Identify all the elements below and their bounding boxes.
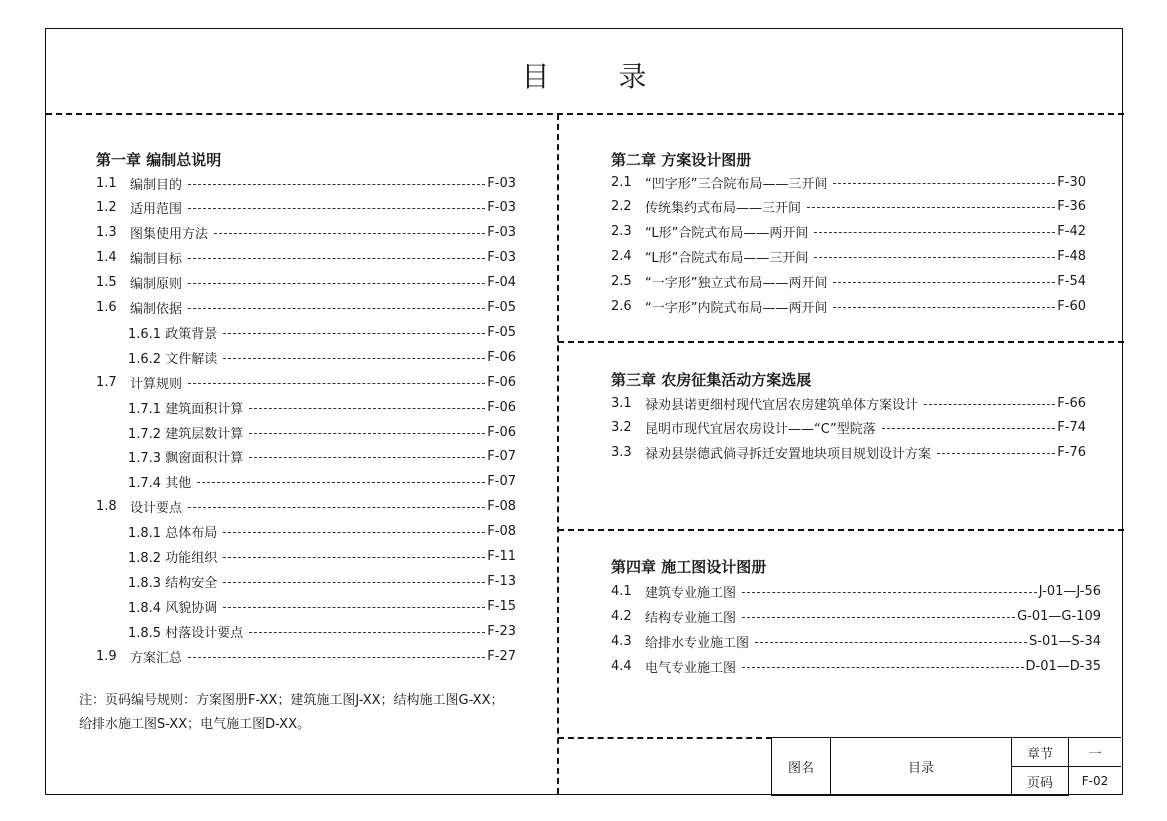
toc-entry-page: F-27: [487, 648, 516, 664]
toc-entry-page: F-06: [487, 399, 516, 415]
toc-entry-title: 1.7.2 建筑层数计算: [128, 426, 244, 442]
title-block-page-label: 页码: [1012, 767, 1069, 796]
toc-entry-number: 4.3: [611, 633, 632, 649]
leader-dashes: [833, 183, 1055, 184]
toc-entry-title: 1.8.1 总体布局: [128, 526, 218, 542]
toc-entry-page: S-01—S-34: [1029, 633, 1101, 649]
leader-dashes: [249, 632, 485, 633]
leader-dashes: [223, 557, 485, 558]
toc-entry-title: 1.8.4 风貌协调: [128, 600, 218, 616]
toc-entry-title: 设计要点: [130, 501, 183, 517]
page-title: 目 录: [521, 60, 677, 93]
note-line-1: 注：页码编号规则：方案图册F-XX；建筑施工图J-XX；结构施工图G-XX；: [79, 693, 504, 708]
toc-entry: [611, 656, 1101, 676]
toc-entry-title: 编制原则: [130, 277, 183, 293]
chapter-4-heading: 第四章 施工图设计图册: [611, 558, 767, 576]
toc-entry-number: 1.2: [96, 200, 117, 216]
toc-entry-number: 2.5: [611, 273, 632, 289]
toc-entry: [128, 397, 516, 417]
leader-dashes: [742, 667, 1023, 668]
toc-entry-number: 3.3: [611, 445, 632, 461]
toc-entry: [611, 271, 1086, 291]
toc-entry-title: 电气专业施工图: [645, 660, 737, 676]
toc-entry-title: 编制目的: [130, 177, 183, 193]
toc-entry-title: 给排水专业施工图: [645, 635, 750, 651]
leader-dashes: [924, 404, 1055, 405]
toc-entry-page: F-05: [487, 324, 516, 340]
leader-dashes: [223, 582, 485, 583]
title-block-chapter-label: 章节: [1012, 738, 1069, 767]
toc-entry-number: 1.6: [96, 300, 117, 315]
toc-entry: [611, 581, 1101, 601]
toc-entry-page: F-15: [487, 598, 516, 614]
title-block: [771, 737, 1121, 796]
toc-entry-title: 1.7.4 其他: [128, 476, 192, 492]
titleblock-divider: [558, 737, 772, 739]
leader-dashes: [882, 428, 1055, 429]
toc-entry: [611, 197, 1086, 217]
title-block-name-value: 目录: [831, 738, 1012, 796]
toc-entry-title: 建筑专业施工图: [645, 585, 737, 601]
toc-entry-number: 4.4: [611, 658, 632, 674]
leader-dashes: [833, 307, 1055, 308]
toc-entry-title: 结构专业施工图: [645, 610, 737, 626]
toc-entry: [128, 596, 516, 616]
leader-dashes: [814, 232, 1055, 233]
toc-entry: [611, 222, 1086, 242]
toc-entry-title: 1.8.5 村落设计要点: [128, 625, 244, 641]
toc-entry-number: 4.2: [611, 608, 632, 624]
leader-dashes: [188, 308, 485, 309]
toc-entry-title: 禄劝县崇德武倘寻拆迁安置地块项目规划设计方案: [645, 447, 932, 463]
toc-entry-number: 1.4: [96, 250, 117, 266]
toc-entry-number: 3.1: [611, 395, 632, 411]
leader-dashes: [188, 258, 485, 259]
toc-entry-number: 1.8: [96, 499, 117, 515]
leader-dashes: [188, 283, 485, 284]
toc-entry: [128, 522, 516, 542]
toc-entry-page: F-07: [487, 474, 516, 490]
toc-entry-number: 2.4: [611, 248, 632, 264]
toc-entry: [96, 372, 516, 392]
toc-entry-page: F-03: [487, 225, 516, 241]
toc-entry: [96, 298, 516, 318]
toc-entry: [128, 422, 516, 442]
leader-dashes: [223, 358, 485, 359]
chapter-2-heading: 第二章 方案设计图册: [611, 151, 752, 169]
toc-entry-number: 1.9: [96, 648, 117, 664]
toc-entry-title: 1.6.1 政策背景: [128, 326, 218, 342]
toc-entry-title: 图集使用方法: [130, 227, 209, 243]
toc-entry-title: 1.6.2 文件解读: [128, 351, 218, 367]
toc-entry-page: F-13: [487, 573, 516, 589]
leader-dashes: [814, 257, 1055, 258]
toc-entry-page: F-08: [487, 499, 516, 515]
toc-entry-page: F-06: [487, 349, 516, 365]
toc-entry-number: 4.1: [611, 583, 632, 599]
toc-entry-page: F-06: [487, 374, 516, 390]
toc-entry-title: “一字形”内院式布局——两开间: [645, 300, 828, 316]
page-number-note: [79, 689, 559, 737]
toc-entry: [96, 223, 516, 243]
toc-entry-number: 2.3: [611, 224, 632, 240]
leader-dashes: [188, 184, 485, 185]
chapter-3-heading: 第三章 农房征集活动方案选展: [611, 371, 812, 389]
toc-entry-title: 昆明市现代宜居农房设计——“C”型院落: [645, 422, 876, 438]
leader-dashes: [197, 482, 485, 483]
toc-entry: [128, 322, 516, 342]
leader-dashes: [742, 592, 1037, 593]
toc-entry: [611, 631, 1101, 651]
toc-entry: [611, 418, 1086, 438]
toc-entry-title: “一字形”独立式布局——两开间: [645, 275, 828, 291]
note-line-2: 给排水施工图S-XX；电气施工图D-XX。: [79, 717, 310, 732]
chapter4-divider: [558, 529, 1124, 531]
toc-entry-page: F-48: [1057, 248, 1086, 264]
toc-entry-title: 禄劝县诺更细村现代宜居农房建筑单体方案设计: [645, 397, 919, 413]
toc-entry-title: 方案汇总: [130, 650, 183, 666]
toc-entry-number: 2.2: [611, 199, 632, 215]
toc-entry: [96, 173, 516, 193]
toc-entry: [96, 646, 516, 666]
toc-entry: [96, 198, 516, 218]
toc-entry: [128, 621, 516, 641]
toc-entry-title: 1.8.2 功能组织: [128, 551, 218, 566]
leader-dashes: [833, 282, 1055, 283]
leader-dashes: [937, 453, 1055, 454]
toc-entry-title: 编制依据: [130, 302, 183, 317]
toc-entry-title: 计算规则: [130, 376, 183, 392]
toc-entry: [96, 248, 516, 268]
toc-entry-page: G-01—G-109: [1017, 608, 1101, 624]
leader-dashes: [214, 233, 485, 234]
toc-entry: [611, 172, 1086, 192]
leader-dashes: [188, 208, 485, 209]
toc-entry: [128, 571, 516, 591]
toc-entry-number: 2.1: [611, 174, 632, 190]
toc-entry-page: F-08: [487, 524, 516, 540]
toc-entry: [128, 447, 516, 467]
toc-entry-page: F-54: [1057, 273, 1086, 289]
toc-entry-title: 1.8.3 结构安全: [128, 575, 218, 591]
toc-entry-page: F-03: [487, 250, 516, 266]
title-block-name-label: 图名: [772, 738, 831, 796]
toc-entry: [96, 273, 516, 293]
drawing-frame: [45, 28, 1123, 795]
chapter-1-heading: 第一章 编制总说明: [96, 151, 222, 169]
leader-dashes: [249, 433, 485, 434]
toc-entry-page: F-42: [1057, 224, 1086, 240]
toc-entry-page: F-03: [487, 200, 516, 216]
toc-entry: [611, 246, 1086, 266]
leader-dashes: [742, 617, 1015, 618]
leader-dashes: [223, 607, 485, 608]
leader-dashes: [249, 408, 485, 409]
toc-entry-page: F-76: [1057, 445, 1086, 461]
toc-entry-page: F-06: [487, 424, 516, 440]
toc-entry-title: 传统集约式布局——三开间: [645, 201, 802, 217]
toc-entry-title: “L形”合院式布局——两开间: [645, 226, 809, 242]
toc-entry: [611, 393, 1086, 413]
toc-entry-title: “凹字形”三合院布局——三开间: [645, 176, 828, 192]
toc-entry: [128, 472, 516, 492]
toc-entry-title: 适用范围: [130, 202, 183, 218]
toc-entry-page: D-01—D-35: [1025, 658, 1101, 674]
toc-entry-page: J-01—J-56: [1038, 583, 1101, 599]
toc-entry-number: 1.7: [96, 374, 117, 390]
leader-dashes: [223, 333, 485, 334]
leader-dashes: [188, 657, 485, 658]
toc-entry-number: 3.2: [611, 420, 632, 436]
toc-entry: [128, 347, 516, 367]
toc-entry-page: F-07: [487, 449, 516, 465]
toc-entry-title: “L形”合院式布局——三开间: [645, 250, 809, 266]
toc-entry: [611, 606, 1101, 626]
toc-entry-page: F-23: [487, 623, 516, 639]
toc-entry-number: 1.5: [96, 275, 117, 291]
leader-dashes: [755, 642, 1027, 643]
toc-entry-page: F-30: [1057, 174, 1086, 190]
leader-dashes: [188, 507, 485, 508]
toc-entry: [96, 497, 516, 517]
leader-dashes: [249, 457, 485, 458]
toc-entry-title: 1.7.1 建筑面积计算: [128, 401, 244, 417]
toc-entry-page: F-11: [487, 549, 516, 564]
toc-entry-page: F-66: [1057, 395, 1086, 411]
leader-dashes: [188, 383, 485, 384]
toc-entry: [611, 443, 1086, 463]
toc-entry-page: F-60: [1057, 298, 1086, 314]
toc-entry-number: 1.3: [96, 225, 117, 241]
chapter3-divider: [558, 341, 1124, 343]
toc-entry-page: F-04: [487, 275, 516, 291]
toc-entry: [611, 296, 1086, 316]
leader-dashes: [223, 532, 485, 533]
title-divider: [46, 113, 1124, 115]
toc-entry-page: F-74: [1057, 420, 1086, 436]
toc-entry-title: 编制目标: [130, 252, 183, 268]
toc-entry-number: 2.6: [611, 298, 632, 314]
toc-entry-number: 1.1: [96, 175, 117, 191]
toc-entry-page: F-05: [487, 300, 516, 315]
toc-entry: [128, 547, 516, 567]
toc-entry-page: F-03: [487, 175, 516, 191]
toc-entry-title: 1.7.3 飘窗面积计算: [128, 451, 244, 467]
toc-entry-page: F-36: [1057, 199, 1086, 215]
leader-dashes: [807, 207, 1055, 208]
title-block-chapter-value: 一: [1069, 738, 1122, 767]
title-block-page-value: F-02: [1069, 767, 1122, 796]
